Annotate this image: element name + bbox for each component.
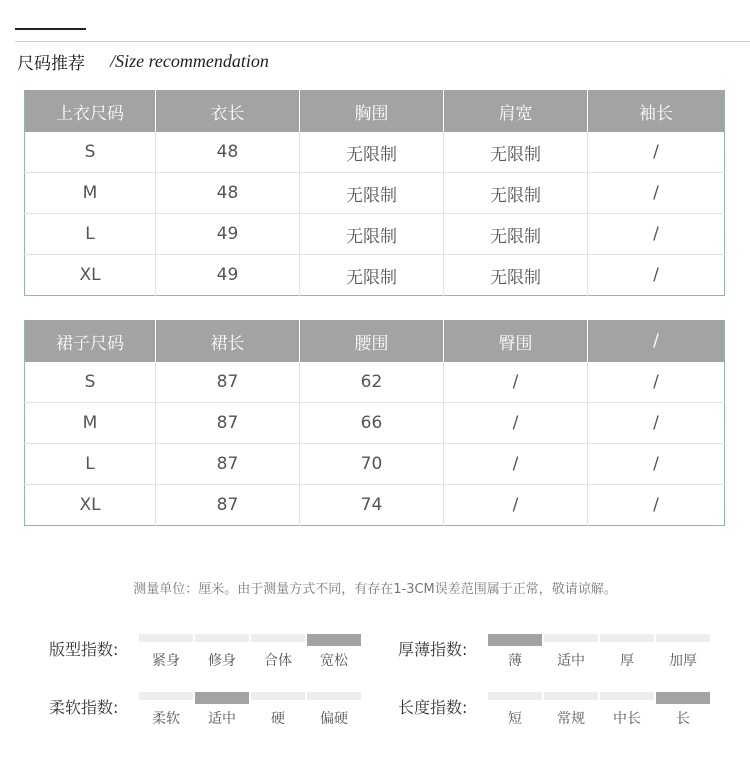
- level-label: 短: [508, 711, 522, 727]
- index-level: [139, 692, 193, 728]
- index-level: [307, 692, 361, 728]
- measurement-note: 测量单位：厘米。由于测量方式不同，有存在1-3CM误差范围属于正常，敬请谅解。: [133, 582, 617, 597]
- level-label: 长: [676, 711, 690, 727]
- table-cell: /: [588, 255, 725, 296]
- table-cell: L: [25, 214, 156, 255]
- index-level: [656, 634, 710, 670]
- level-label: 适中: [208, 711, 236, 727]
- table-row: [25, 362, 725, 403]
- table-row: [25, 255, 725, 296]
- level-bar-selected: [488, 634, 542, 646]
- header-cell: 衣长: [156, 90, 300, 132]
- section-heading: [17, 49, 269, 73]
- level-label: 常规: [557, 711, 585, 727]
- level-label: 修身: [208, 653, 236, 669]
- level-bar: [544, 692, 598, 700]
- level-label: 紧身: [152, 653, 180, 669]
- level-label: 中长: [613, 711, 641, 727]
- index-level: [251, 634, 305, 670]
- index-level: [139, 634, 193, 670]
- index-label: 柔软指数:: [49, 698, 119, 717]
- table-cell: 无限制: [444, 173, 588, 214]
- table-cell: 无限制: [300, 214, 444, 255]
- level-bar: [139, 692, 193, 700]
- index-level: [544, 692, 598, 728]
- level-label: 合体: [264, 653, 292, 669]
- index-level: [600, 692, 654, 728]
- index-level: [251, 692, 305, 728]
- header-cell: 肩宽: [444, 90, 588, 132]
- table-cell: S: [84, 142, 96, 162]
- level-label: 柔软: [152, 711, 180, 727]
- skirt-size-table: [24, 320, 725, 526]
- table-row: [25, 173, 725, 214]
- table-cell: M: [25, 173, 156, 214]
- header-cell: /: [588, 320, 725, 362]
- table-cell: 无限制: [444, 132, 588, 173]
- table-cell: /: [588, 403, 725, 444]
- level-label: 厚: [620, 653, 634, 669]
- table-cell: 49: [156, 255, 300, 296]
- index-level: [656, 692, 710, 728]
- table-cell: 48: [156, 173, 300, 214]
- table-row: [25, 403, 725, 444]
- table-cell: 无限制: [300, 255, 444, 296]
- index-label: 长度指数:: [398, 698, 468, 717]
- level-label: 适中: [557, 653, 585, 669]
- level-label: 偏硬: [320, 711, 348, 727]
- top-size-table: [24, 90, 725, 296]
- level-bar: [544, 634, 598, 642]
- table-header-row: [25, 90, 725, 132]
- index-level: [195, 692, 249, 728]
- table-cell: 66: [300, 403, 444, 444]
- table-row: [25, 444, 725, 485]
- table-cell: /: [588, 485, 725, 526]
- header-cell: 袖长: [588, 90, 725, 132]
- table-cell: /: [444, 362, 588, 403]
- table-cell: /: [588, 362, 725, 403]
- heading-zh: 尺码推荐: [17, 54, 85, 74]
- level-bar: [195, 634, 249, 642]
- header-cell: 裙子尺码: [25, 320, 156, 362]
- table-cell: /: [588, 444, 725, 485]
- table-cell: L: [25, 444, 156, 485]
- level-bar-selected: [307, 634, 361, 646]
- table-header-row: [25, 320, 725, 362]
- level-label: 宽松: [320, 653, 348, 669]
- index-label: 厚薄指数:: [398, 640, 468, 659]
- divider-line: [15, 41, 750, 42]
- table-row: [25, 485, 725, 526]
- index-label: 版型指数:: [49, 640, 119, 659]
- level-label: 薄: [508, 653, 522, 669]
- index-level: [488, 634, 542, 670]
- index-level: [600, 634, 654, 670]
- level-bar: [251, 634, 305, 642]
- level-bar-selected: [195, 692, 249, 704]
- heading-en: /Size recommendation: [110, 51, 269, 71]
- table-cell: 87: [156, 403, 300, 444]
- table-cell: 70: [300, 444, 444, 485]
- table-cell: /: [588, 214, 725, 255]
- index-level: [195, 634, 249, 670]
- index-level: [307, 634, 361, 670]
- table-cell: 无限制: [444, 214, 588, 255]
- header-cell: 腰围: [300, 320, 444, 362]
- table-row: [25, 214, 725, 255]
- table-cell: 无限制: [444, 255, 588, 296]
- index-level: [488, 692, 542, 728]
- table-row: [25, 132, 725, 173]
- level-bar: [139, 634, 193, 642]
- level-bar-selected: [656, 692, 710, 704]
- table-cell: 无限制: [300, 132, 444, 173]
- table-cell: /: [588, 173, 725, 214]
- table-cell: 无限制: [300, 173, 444, 214]
- level-label: 硬: [271, 711, 285, 727]
- table-cell: S: [84, 372, 96, 392]
- header-cell: 胸围: [300, 90, 444, 132]
- header-cell: 上衣尺码: [25, 90, 156, 132]
- index-levels: [139, 634, 361, 670]
- index-level: [544, 634, 598, 670]
- table-cell: 48: [156, 132, 300, 173]
- index-levels: [139, 692, 361, 728]
- table-cell: 87: [156, 485, 300, 526]
- table-cell: XL: [25, 255, 156, 296]
- table-cell: 87: [156, 444, 300, 485]
- table-cell: /: [444, 485, 588, 526]
- table-cell: 49: [156, 214, 300, 255]
- level-bar: [656, 634, 710, 642]
- index-levels: [488, 692, 710, 728]
- table-cell: 62: [300, 362, 444, 403]
- index-levels: [488, 634, 710, 670]
- table-cell: /: [444, 403, 588, 444]
- table-cell: M: [25, 403, 156, 444]
- level-bar: [488, 692, 542, 700]
- table-cell: /: [588, 132, 725, 173]
- table-cell: /: [444, 444, 588, 485]
- level-bar: [600, 634, 654, 642]
- table-cell: 74: [300, 485, 444, 526]
- header-cell: 臀围: [444, 320, 588, 362]
- level-bar: [600, 692, 654, 700]
- top-rule: [15, 28, 86, 30]
- header-cell: 裙长: [156, 320, 300, 362]
- level-label: 加厚: [669, 653, 697, 669]
- level-bar: [307, 692, 361, 700]
- level-bar: [251, 692, 305, 700]
- table-cell: 87: [156, 362, 300, 403]
- table-cell: XL: [25, 485, 156, 526]
